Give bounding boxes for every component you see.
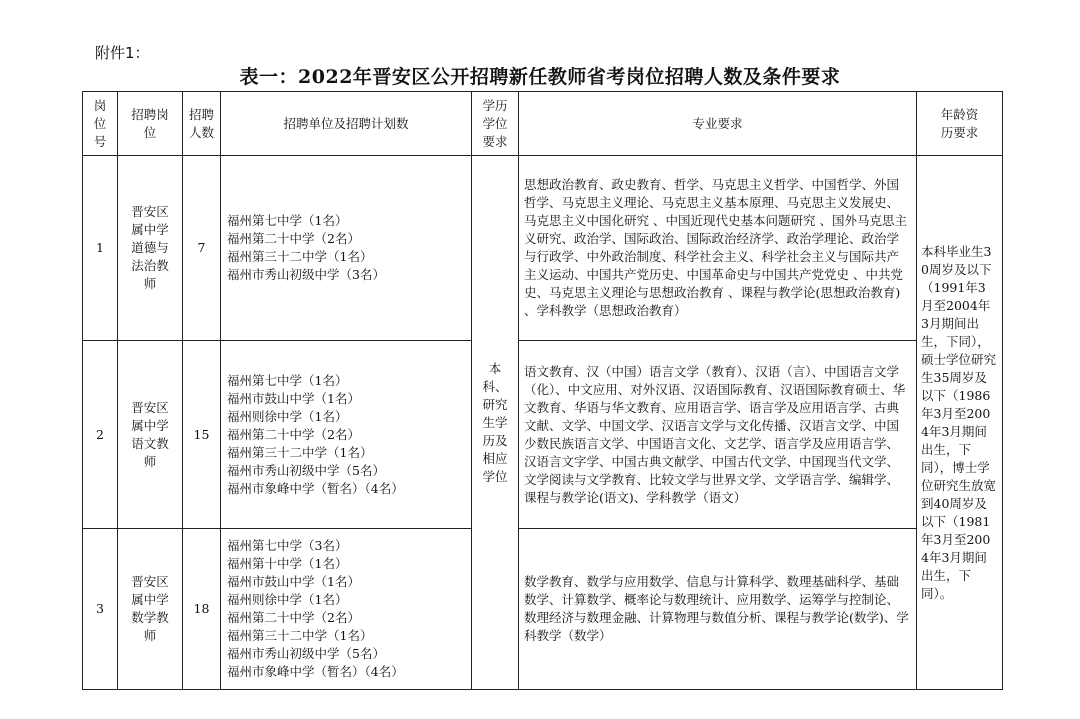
unit-item: 福州第三十二中学（1名） — [227, 444, 373, 460]
unit-item: 福州市鼓山中学（1名） — [227, 574, 360, 589]
recruit-count: 7 — [183, 156, 221, 341]
recruitment-table — [82, 91, 1003, 690]
recruit-count: 15 — [183, 341, 221, 529]
unit-list — [221, 156, 472, 341]
unit-item: 福州市象峰中学（暂名）（4名） — [227, 664, 404, 679]
unit-item: 福州第七中学（1名） — [227, 213, 348, 228]
unit-item: 福州第十中学（1名） — [227, 556, 348, 571]
unit-item: 福州则徐中学（1名） — [227, 408, 348, 424]
unit-item: 福州第三十二中学（1名） — [227, 249, 373, 264]
major-requirement: 语文教育、汉（中国）语言文学（教育）、汉语（言）、中国语言文学（化）、中文应用、对外汉语、汉语国际教育、汉语国际教育硕士、华文教育、华语与华文教育、应用语言学、语言学及应用语言学、古典文献、文学、中国文学、汉语言文学与文化传播、汉语言文学、中国少数民族语言文学、中国语言文化、文艺学、语言学及应用语言学、汉语言文字学、中国古典文献学、中国古代文学、中国现当代文学、文学阅读与文学教育、比较文学与世界文学、文学语言学、编辑学、课程与教学论(语文)、学科教学（语文） — [519, 341, 917, 529]
unit-item: 福州第七中学（1名） — [227, 372, 348, 388]
post-number: 2 — [83, 341, 118, 529]
table-row — [83, 156, 1003, 341]
post-name: 晋安区属中学数学教师 — [118, 529, 183, 690]
post-name: 晋安区属中学语文教师 — [118, 341, 183, 529]
post-name: 晋安区属中学道德与法治教师 — [118, 156, 183, 341]
attachment-label: 附件1： — [95, 44, 150, 62]
major-requirement: 思想政治教育、政史教育、哲学、马克思主义哲学、中国哲学、外国哲学、马克思主义理论、马克思主义基本原理、马克思主义发展史、马克思主义中国化研究 、中国近现代史基本问题研究 、国外马克思主义研究、政治学、国际政治、国际政治经济学、政治学理论、政治学与行政学、中外政治制度、科学社会主义、科学社会主义与国际共产主义运动、中国共产党历史、中国革命史与中国共产党党史 、中共党史、马克思主义理论与思想政治教育 、课程与教学论(思想政治教育) 、学科教学（思想政治教育） — [519, 156, 917, 341]
unit-item: 福州第二十中学（2名） — [227, 610, 360, 625]
header-major: 专业要求 — [519, 92, 917, 156]
degree-requirement: 本科、研究生学历及相应学位 — [472, 156, 519, 690]
age-requirement: 本科毕业生30周岁及以下（1991年3月至2004年3月期间出生，下同），硕士学位研究生35周岁及以下（1986年3月至2004年3月期间出生，下同），博士学位研究生放宽到40周岁及以下（1981年3月至2004年3月期间出生，下同）。 — [917, 156, 1003, 690]
page-title: 表一：2022年晋安区公开招聘新任教师省考岗位招聘人数及条件要求 — [239, 66, 841, 88]
unit-item: 福州市秀山初级中学（3名） — [227, 267, 385, 282]
unit-list — [221, 529, 472, 690]
header-age: 年龄资历要求 — [917, 92, 1003, 156]
unit-item: 福州市秀山初级中学（5名） — [227, 462, 385, 478]
unit-item: 福州第七中学（3名） — [227, 538, 348, 553]
unit-item: 福州市秀山初级中学（5名） — [227, 646, 385, 661]
unit-list — [221, 341, 472, 529]
header-post-no: 岗位号 — [83, 92, 118, 156]
recruit-count: 18 — [183, 529, 221, 690]
unit-item: 福州第二十中学（2名） — [227, 426, 360, 442]
header-count: 招聘人数 — [183, 92, 221, 156]
header-post-name: 招聘岗位 — [118, 92, 183, 156]
table-row — [83, 341, 1003, 529]
table-row — [83, 529, 1003, 690]
header-units: 招聘单位及招聘计划数 — [221, 92, 472, 156]
unit-item: 福州第二十中学（2名） — [227, 231, 360, 246]
post-number: 1 — [83, 156, 118, 341]
header-degree: 学历学位要求 — [472, 92, 519, 156]
unit-item: 福州市象峰中学（暂名）（4名） — [227, 480, 404, 496]
unit-item: 福州市鼓山中学（1名） — [227, 390, 360, 406]
header-row — [83, 92, 1003, 156]
unit-item: 福州则徐中学（1名） — [227, 592, 348, 607]
major-requirement: 数学教育、数学与应用数学、信息与计算科学、数理基础科学、基础数学、计算数学、概率论与数理统计、应用数学、运筹学与控制论、数理经济与数理金融、计算物理与数值分析、课程与教学论(数学)、学科教学（数学） — [519, 529, 917, 690]
post-number: 3 — [83, 529, 118, 690]
unit-item: 福州第三十二中学（1名） — [227, 628, 373, 643]
